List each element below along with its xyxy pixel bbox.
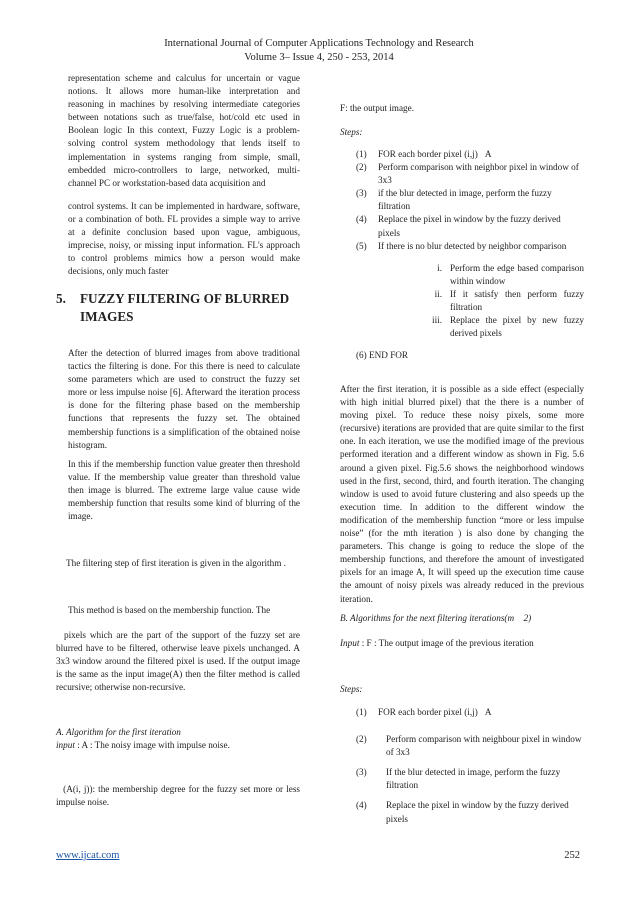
steps-list (356, 148, 584, 253)
left-paragraph-2: control systems. It can be implemented in hardware, software, or a combination of both. FL provides a simple way to arrive at a definite conclusion based upon vague, ambiguous, imprecise, noisy, or missing input information. FL's approach to control problems mimics how a person would make decisions, only much faster (68, 201, 300, 277)
left-paragraph-8: (A(i, j)): the membership degree for the fuzzy set more or less impulse noise. (56, 784, 300, 808)
substep-item: i. Perform the edge based comparison within window (437, 263, 584, 287)
left-paragraph-7: pixels which are the part of the support of the fuzzy set are blurred have to be filtered, otherwise leave pixels unchanged. A 3x3 window around the filtered pixel is used. If the output image is the same as the input image(A) then the filter method is called recursive; otherwise non-recursive. (56, 630, 300, 693)
section-heading (56, 290, 306, 326)
page-number: 252 (564, 850, 580, 861)
journal-title: International Journal of Computer Applications Technology and Research (164, 38, 474, 49)
step-item: (2) Perform comparison with neighbor pixel in window of 3x3 (356, 162, 579, 186)
input-label: input (56, 740, 75, 750)
input-line (56, 739, 300, 752)
step-item: (3) if the blur detected in image, perform the fuzzy filtration (356, 188, 552, 212)
input-text: : A : The noisy image with impulse noise. (77, 740, 230, 750)
input2-text: : F : The output image of the previous iteration (361, 638, 534, 648)
step2-item: (2) Perform comparison with neighbour pixel in window of 3x3 (356, 734, 582, 758)
step2-item: (3) If the blur detected in image, perform the fuzzy filtration (356, 767, 561, 791)
substep-item: ii. If it satisfy then perform fuzzy filtration (434, 289, 584, 313)
left-paragraph-5: The filtering step of first iteration is given in the algorithm . (66, 558, 286, 568)
step2-item: (4) Replace the pixel in window by the fuzzy derived pixels (356, 800, 569, 824)
left-paragraph-1: representation scheme and calculus for uncertain or vague notions. It allows more human-like interpretation and reasoning in machines by resolving intermediate categories between notations such as true/false, hot/cold etc used in Boolean logic In this context, Fuzzy Logic is a problem-solving control system methodology that lends itself to implementation in systems ranging from simple, small, embedded micro-controllers to large, networked, multi-channel PC or workstation-based data acquisition and (68, 73, 300, 188)
section-number: 5. (56, 291, 66, 306)
input2-line (340, 637, 584, 650)
journal-website-link[interactable]: www.ijcat.com (56, 850, 120, 861)
input2-label: Input (340, 638, 360, 648)
right-paragraph-1: After the first iteration, it is possible as a side effect (especially with high initial blurred pixel) that the there is a number of moving pixel. To reduce these noisy pixels, some more (recursive) iterations are provided that are quite similar to the first one. In each iteration, we use the modified image of the previous performed iteration and a different window as shown in Fig. 5.6 around a given pixel. Fig.5.6 shows the neighborhood windows used in the first, second, third, and fourth iteration. The changing window is used to avoid future clustering and also speeds up the execution time. In addition to the different window the modification of the membership function “more or less impulse noise” (for the mth iteration ) is also done by changing the parameters. This change is going to reduce the slope of the membership functions, and therefore the amount of investigated pixels for an image A, It will speed up the execution time cause the amount of noisy pixels was already reduced in the previous iteration. (340, 384, 584, 604)
steps2-label: Steps: (340, 684, 363, 694)
left-paragraph-4: In this if the membership function value greater then threshold value. If the membership value greater than threshold value then image is blurred. The extreme large value cause wide membership function that results some kind of blurring of the image. (68, 459, 300, 522)
left-paragraph-3: After the detection of blurred images from above traditional tactics the filtering is done. For this there is need to calculate some parameters which are used to construct the fuzzy set more or less impulse noise [6]. Afterward the iteration process is done for the filtering phase based on the membership functions that represents the fuzzy set. The obtained membership functions is a simplification of the obtained noise histogram. (68, 348, 300, 450)
step-item: (1) FOR each border pixel (i,j) A (356, 149, 487, 159)
substeps-list (420, 262, 584, 341)
step2-item: (1) FOR each border pixel (i,j) A (356, 707, 487, 717)
step-item: (4) Replace the pixel in window by the fuzzy derived pixels (356, 214, 561, 238)
output-line: F: the output image. (340, 103, 415, 113)
substep-item: iii. Replace the pixel by new fuzzy derived pixels (432, 315, 584, 339)
steps2-list (356, 706, 584, 826)
step-6: (6) END FOR (356, 350, 409, 360)
volume-info: Volume 3– Issue 4, 250 - 253, 2014 (244, 52, 394, 63)
section-title: FUZZY FILTERING OF BLURRED IMAGES (80, 291, 290, 324)
step-item: (5) If there is no blur detected by neighbor comparison (356, 240, 567, 251)
steps-label: Steps: (340, 127, 363, 137)
subsection-b-title: B. Algorithms for the next filtering iterations(m 2) (340, 613, 525, 623)
left-paragraph-6: This method is based on the membership function. The (68, 605, 271, 615)
subsection-a-title: A. Algorithm for the first iteration (56, 727, 181, 737)
